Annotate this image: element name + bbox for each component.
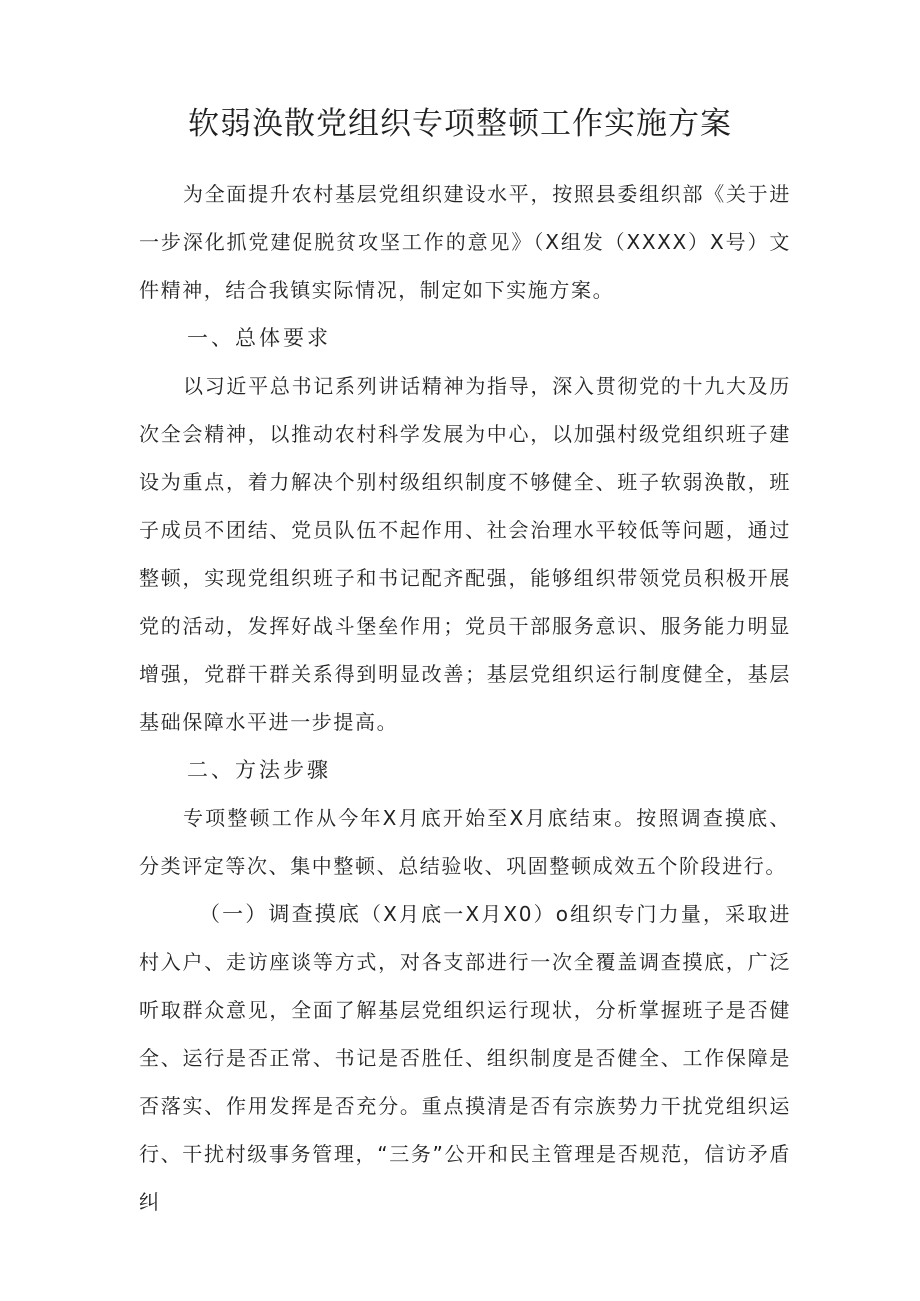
general-requirements-paragraph: 以习近平总书记系列讲话精神为指导，深入贯彻党的十九大及历次全会精神，以推动农村科学发展为中心，以加强村级党组织班子建设为重点，着力解决个别村级组织制度不够健全、班子软弱涣散，班子成员不团结、党员队伍不起作用、社会治理水平较低等问题，通过整顿，实现党组织班子和书记配齐配强，能够组织带领党员积极开展党的活动，发挥好战斗堡垒作用；党员干部服务意识、服务能力明显增强，党群干群关系得到明显改善；基层党组织运行制度健全，基层基础保障水平进一步提高。 xyxy=(139,374,791,734)
document-body xyxy=(139,170,791,1226)
document-title: 软弱涣散党组织专项整顿工作实施方案 xyxy=(188,106,732,142)
section-heading-method-steps: 二、方法步骤 xyxy=(187,758,331,782)
intro-paragraph: 为全面提升农村基层党组织建设水平，按照县委组织部《关于进一步深化抓党建促脱贫攻坚工作的意见》（X组发（XXXX）X号）文件精神，结合我镇实际情况，制定如下实施方案。 xyxy=(139,182,791,302)
method-steps-paragraph: 专项整顿工作从今年X月底开始至X月底结束。按照调查摸底、分类评定等次、集中整顿、总结验收、巩固整顿成效五个阶段进行。 xyxy=(139,806,791,878)
step-investigation-title: （一）调查摸底 xyxy=(199,902,362,926)
step-investigation-text: （X月底一X月X0）o组织专门力量，采取进村入户、走访座谈等方式，对各支部进行一次全覆盖调查摸底，广泛听取群众意见，全面了解基层党组织运行现状，分析掌握班子是否健全、运行是否正常、书记是否胜任、组织制度是否健全、工作保障是否落实、作用发挥是否充分。重点摸清是否有宗族势力干扰党组织运行、干扰村级事务管理，“三务”公开和民主管理是否规范，信访矛盾纠 xyxy=(139,902,792,1214)
section-heading-general-requirements: 一、总体要求 xyxy=(187,326,331,350)
step-investigation-paragraph xyxy=(139,890,791,1226)
